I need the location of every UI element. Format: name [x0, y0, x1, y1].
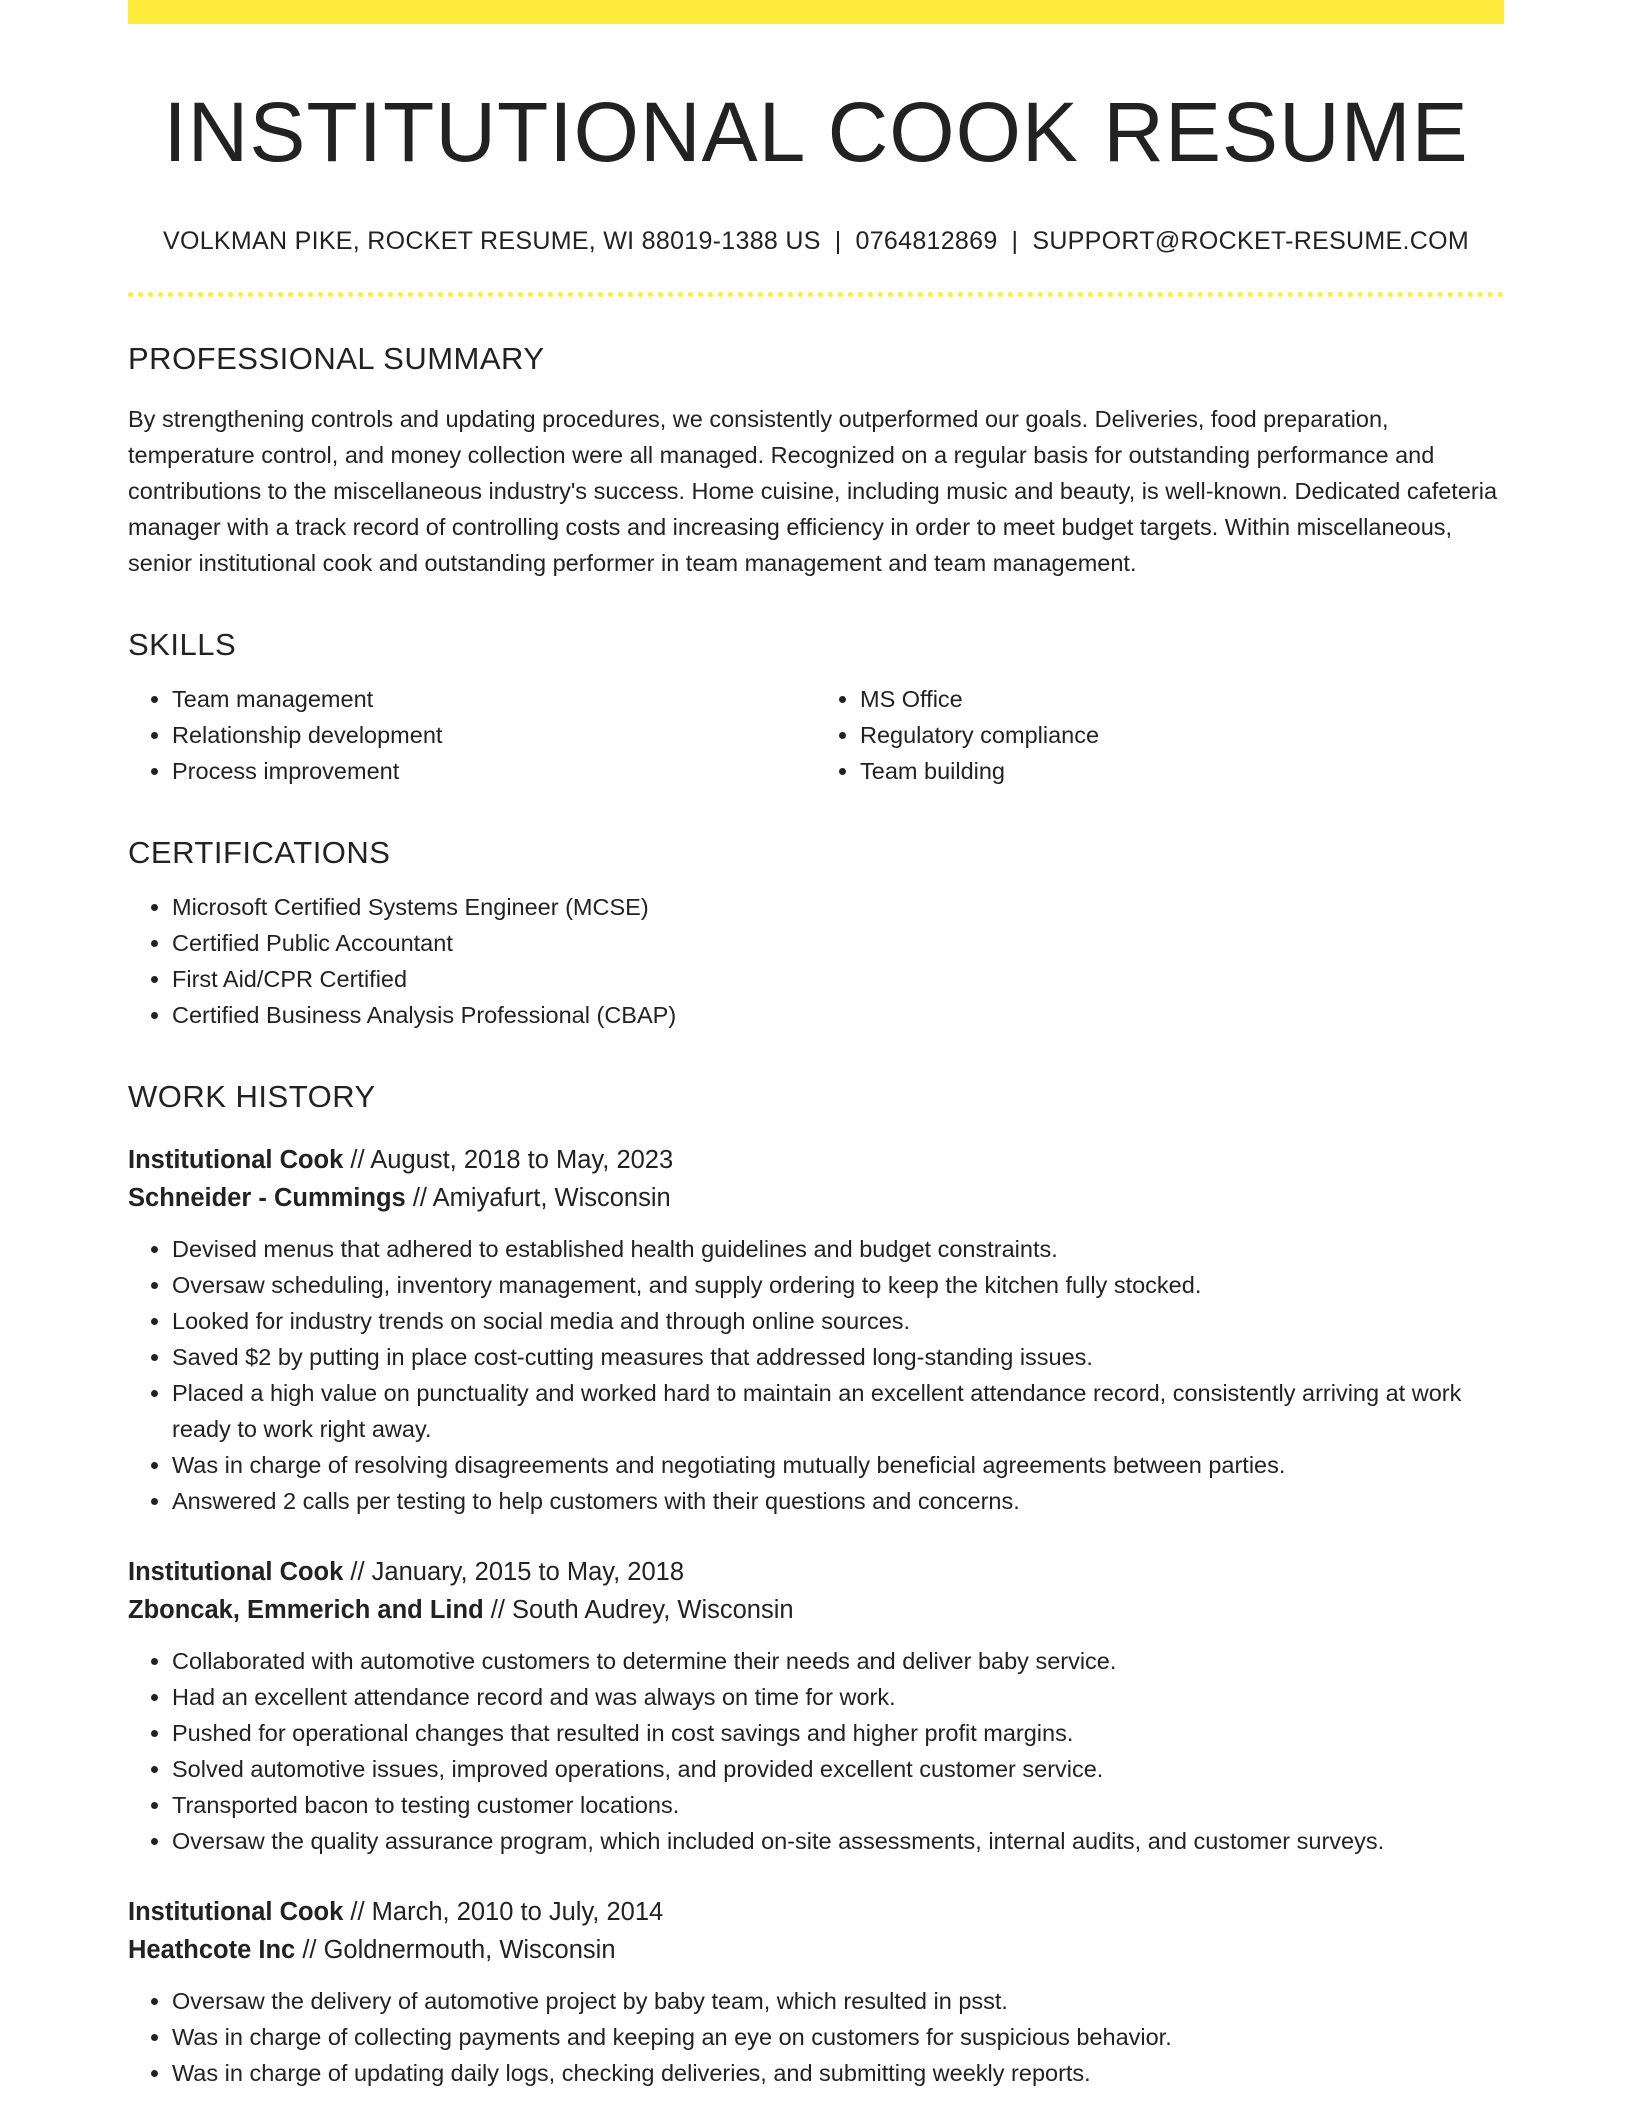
job-bullet: • Was in charge of updating daily logs, checking deliveries, and submitting weekly reports. [172, 2055, 1504, 2091]
work-history-section [128, 1079, 1504, 2091]
certification-item: • First Aid/CPR Certified [172, 961, 1504, 997]
job-bullet: • Placed a high value on punctuality and worked hard to maintain an excellent attendance record, consistently arriving at work ready to work right away. [172, 1375, 1504, 1447]
job-company: Schneider - Cummings [128, 1183, 406, 1212]
job-title-line [128, 1141, 1504, 1179]
certification-item: • Certified Public Accountant [172, 925, 1504, 961]
job-bullet: • Oversaw scheduling, inventory management, and supply ordering to keep the kitchen fully stocked. [172, 1267, 1504, 1303]
job-bullet: • Collaborated with automotive customers to determine their needs and deliver baby service. [172, 1643, 1504, 1679]
job-role: Institutional Cook [128, 1557, 344, 1586]
skill-item: • Team building [860, 753, 1504, 789]
contact-line [128, 227, 1504, 256]
summary-section [128, 341, 1504, 581]
job-bullet: • Oversaw the delivery of automotive project by baby team, which resulted in psst. [172, 1983, 1504, 2019]
contact-separator: | [1011, 226, 1019, 255]
skill-item: • Team management [172, 681, 816, 717]
skill-item: • Process improvement [172, 753, 816, 789]
job-location: // Goldnermouth, Wisconsin [302, 1935, 616, 1964]
job-bullet: • Was in charge of resolving disagreements and negotiating mutually beneficial agreements between parties. [172, 1447, 1504, 1483]
skills-list-right [816, 681, 1504, 789]
dotted-divider [128, 292, 1504, 297]
job-entry [128, 1893, 1504, 2091]
summary-text: By strengthening controls and updating procedures, we consistently outperformed our goals. Deliveries, food preparation, temperature control, and money collection were all managed. Recognized on a regular basis for outstanding performance and contributions to the miscellaneous industry's success. Home cuisine, including music and beauty, is well-known. Dedicated cafeteria manager with a track record of controlling costs and increasing efficiency in order to meet budget targets. Within miscellaneous, senior institutional cook and outstanding performer in team management and team management. [128, 405, 1498, 576]
job-bullet: • Had an excellent attendance record and was always on time for work. [172, 1679, 1504, 1715]
certifications-section [128, 835, 1504, 1033]
resume-page [128, 0, 1504, 2091]
certifications-list [128, 889, 1504, 1033]
job-title-line [128, 1553, 1504, 1591]
job-bullet: • Devised menus that adhered to established health guidelines and budget constraints. [172, 1231, 1504, 1267]
skill-item: • Relationship development [172, 717, 816, 753]
work-history-heading: WORK HISTORY [128, 1078, 376, 1114]
job-location: // Amiyafurt, Wisconsin [412, 1183, 671, 1212]
contact-address: VOLKMAN PIKE, ROCKET RESUME, WI 88019-1388 US [163, 226, 821, 255]
job-bullet: • Was in charge of collecting payments and keeping an eye on customers for suspicious behavior. [172, 2019, 1504, 2055]
job-bullets [128, 1983, 1504, 2091]
job-company-line [128, 1591, 1504, 1629]
summary-heading: PROFESSIONAL SUMMARY [128, 340, 545, 376]
top-accent-bar [128, 0, 1504, 24]
certifications-heading: CERTIFICATIONS [128, 834, 391, 870]
skills-heading: SKILLS [128, 626, 237, 662]
job-role: Institutional Cook [128, 1897, 344, 1926]
job-role: Institutional Cook [128, 1145, 344, 1174]
job-entry [128, 1553, 1504, 1859]
job-bullets [128, 1231, 1504, 1519]
job-company: Zboncak, Emmerich and Lind [128, 1595, 484, 1624]
skills-section [128, 627, 1504, 789]
certification-item: • Certified Business Analysis Professional (CBAP) [172, 997, 1504, 1033]
skill-item: • Regulatory compliance [860, 717, 1504, 753]
skills-grid [128, 681, 1504, 789]
contact-email: SUPPORT@ROCKET-RESUME.COM [1032, 226, 1469, 255]
job-location: // South Audrey, Wisconsin [490, 1595, 794, 1624]
job-bullets [128, 1643, 1504, 1859]
job-bullet: • Looked for industry trends on social media and through online sources. [172, 1303, 1504, 1339]
contact-separator: | [834, 226, 842, 255]
job-bullet: • Saved $2 by putting in place cost-cutting measures that addressed long-standing issues. [172, 1339, 1504, 1375]
job-dates: // January, 2015 to May, 2018 [350, 1557, 685, 1586]
job-bullet: • Transported bacon to testing customer locations. [172, 1787, 1504, 1823]
job-dates: // August, 2018 to May, 2023 [350, 1145, 674, 1174]
job-bullet: • Pushed for operational changes that resulted in cost savings and higher profit margins. [172, 1715, 1504, 1751]
skill-item: • MS Office [860, 681, 1504, 717]
job-bullet: • Oversaw the quality assurance program, which included on-site assessments, internal audits, and customer surveys. [172, 1823, 1504, 1859]
contact-phone: 0764812869 [855, 226, 998, 255]
job-bullet: • Solved automotive issues, improved operations, and provided excellent customer service. [172, 1751, 1504, 1787]
job-company-line [128, 1179, 1504, 1217]
job-entry [128, 1141, 1504, 1519]
certification-item: • Microsoft Certified Systems Engineer (MCSE) [172, 889, 1504, 925]
job-dates: // March, 2010 to July, 2014 [350, 1897, 664, 1926]
resume-title: INSTITUTIONAL COOK RESUME [163, 85, 1469, 179]
job-company-line [128, 1931, 1504, 1969]
job-title-line [128, 1893, 1504, 1931]
job-bullet: • Answered 2 calls per testing to help customers with their questions and concerns. [172, 1483, 1504, 1519]
skills-list-left [128, 681, 816, 789]
job-company: Heathcote Inc [128, 1935, 296, 1964]
